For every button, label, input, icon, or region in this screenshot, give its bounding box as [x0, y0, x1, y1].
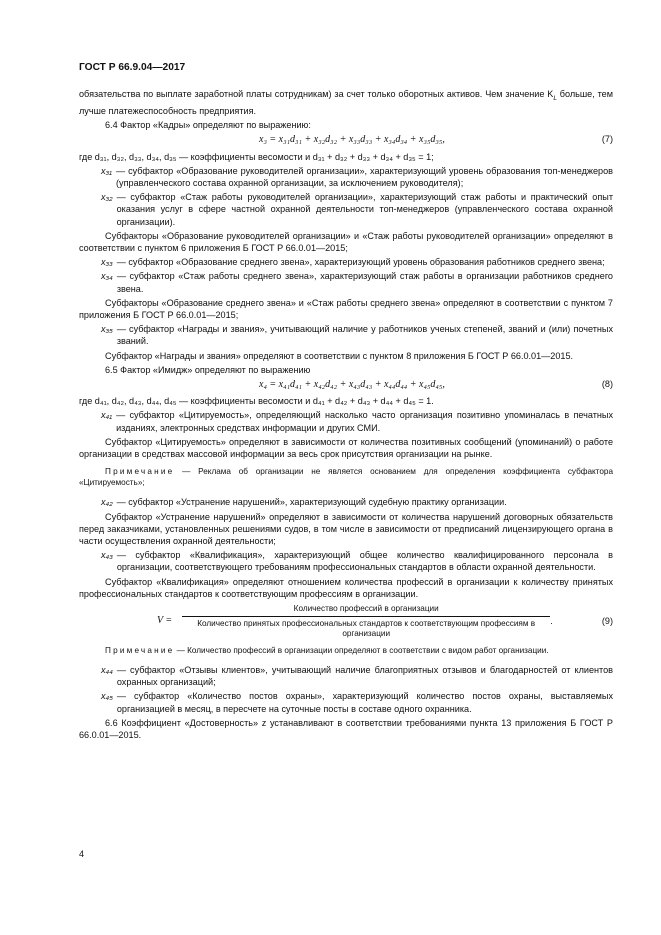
paragraph: Субфакторы «Образование среднего звена» и «Стаж работы среднего звена» определяют в соответствии с пунктом 7 приложения Б ГОСТ Р 66.0.01—2015; — [79, 297, 613, 321]
paragraph: Субфактор «Квалификация» определяют отношением количества профессий в организации к количеству принятых профессиональных стандартов к соответствующим профессиям в организации. — [79, 576, 613, 599]
formula-number: (8) — [601, 379, 613, 390]
formula-expression: x₃ = x₃₁d₃₁ + x₃₂d₃₂ + x₃₃d₃₃ + x₃₄d₃₄ + x₃₅d₃₅, — [259, 134, 445, 146]
page-number: 4 — [79, 849, 85, 859]
definition-x45: x₄₅ — субфактор «Количество постов охраны», характеризующий количество постов охраны, выставляемых организацией в месяц, в пересчете на суточные посты в составе одного охранника. — [101, 691, 613, 714]
page-body — [79, 88, 613, 743]
formula-number: (9) — [601, 616, 613, 627]
paragraph: Субфакторы «Образование руководителей организации» и «Стаж работы руководителей организации» определяют в соответствии с пунктом 6 приложения Б ГОСТ Р 66.0.01—2015; — [79, 230, 613, 254]
section-6-6: 6.6 Коэффициент «Достоверность» z устанавливают в соответствии требованиями пункта 13 приложения Б ГОСТ Р 66.0.01—2015. — [79, 717, 613, 740]
formula-expression: x₄ = x₄₁d₄₁ + x₄₂d₄₂ + x₄₃d₄₃ + x₄₄d₄₄ + x₄₅d₄₅, — [259, 379, 445, 391]
note-2: Примечание — Количество профессий в организации определяют в соответствии с видом работ организации. — [105, 645, 549, 655]
formula-number: (7) — [601, 134, 613, 145]
formula-9 — [79, 604, 613, 639]
paragraph: Субфактор «Награды и звания» определяют в соответствии с пунктом 8 приложения Б ГОСТ Р 66.0.01—2015. — [105, 350, 574, 361]
paragraph: обязательства по выплате заработной платы сотрудникам) за счет только оборотных активов. Чем значение $K_L$ больше, тем лучше платежеспособность предприятия. — [79, 89, 613, 117]
definition-x41: x₄₁ — субфактор «Цитируемость», определяющий насколько часто организация позитивно упоминалась в печатных изданиях, электронных средствах информации и других СМИ. — [101, 410, 613, 433]
note-1: Примечание — Реклама об организации не является основанием для определения коэффициента субфактора «Цитируемость»; — [79, 467, 613, 488]
section-6-5: 6.5 Фактор «Имидж» определяют по выражению — [105, 364, 311, 375]
where-clause: где d₄₁, d₄₂, d₄₃, d₄₄, d₄₅ — коэффициенты весомости и d₄₁ + d₄₂ + d₄₃ + d₄₄ + d₄₅ = 1. — [79, 396, 434, 407]
formula-lhs: V = — [157, 615, 173, 627]
definition-x43: x₄₃ — субфактор «Квалификация», характеризующий общее количество квалифицированного персонала в организации, соответствующего требованиям профессиональных стандартов в области охранной деятельности. — [101, 550, 613, 573]
definition-x34: x₃₄ — субфактор «Стаж работы среднего звена», характеризующий стаж работы в организации работников среднего звена. — [101, 271, 613, 294]
formula-7 — [79, 133, 613, 146]
fraction-denominator: Количество принятых профессиональных стандартов к соответствующим профессиям в организации — [197, 618, 536, 638]
definition-x32: x₃₂ — субфактор «Стаж работы руководителей организации», характеризующий стаж работы и практический опыт оказания услуг в сфере частной охранной деятельности топ-менеджеров (управленческого состава охранной организации). — [101, 192, 613, 227]
paragraph: Субфактор «Цитируемость» определяют в зависимости от количества позитивных сообщений (упоминаний) о работе организации в средствах массовой информации за весь срок присутствия организации на рынке. — [79, 436, 613, 460]
formula-period: . — [550, 616, 553, 627]
section-6-4: 6.4 Фактор «Кадры» определяют по выражению: — [105, 120, 311, 131]
definition-x35: x₃₅ — субфактор «Награды и звания», учитывающий наличие у работников ученых степеней, званий и (или) почетных званий. — [101, 324, 613, 347]
running-header: ГОСТ Р 66.9.04—2017 — [79, 62, 186, 73]
formula-8 — [79, 378, 613, 391]
fraction-numerator: Количество профессий в организации — [182, 604, 550, 617]
definition-x42: x₄₂ — субфактор «Устранение нарушений», характеризующий судебную практику организации. — [101, 497, 507, 508]
fraction — [182, 604, 550, 639]
where-clause: где d₃₁, d₃₂, d₃₃, d₃₄, d₃₅ — коэффициенты весомости и d₃₁ + d₃₂ + d₃₃ + d₃₄ + d₃₅ = 1; — [79, 151, 434, 162]
paragraph: Субфактор «Устранение нарушений» определяют в зависимости от количества нарушений договорных обязательств перед заказчиками, установленных решениями судов, в том числе в зависимости от предписаний лицензирующего органа в части осуществления охранной деятельности; — [79, 511, 613, 546]
definition-x33: x₃₃ — субфактор «Образование среднего звена», характеризующий уровень образования работников среднего звена; — [101, 257, 605, 268]
definition-x31: x₃₁ — субфактор «Образование руководителей организации», характеризующий уровень образования топ-менеджеров (управленческого состава охранной организации, за исключением руководителя); — [101, 165, 613, 189]
definition-x44: x₄₄ — субфактор «Отзывы клиентов», учитывающий наличие благоприятных отзывов и благодарностей от клиентов охранных организаций; — [101, 664, 613, 688]
